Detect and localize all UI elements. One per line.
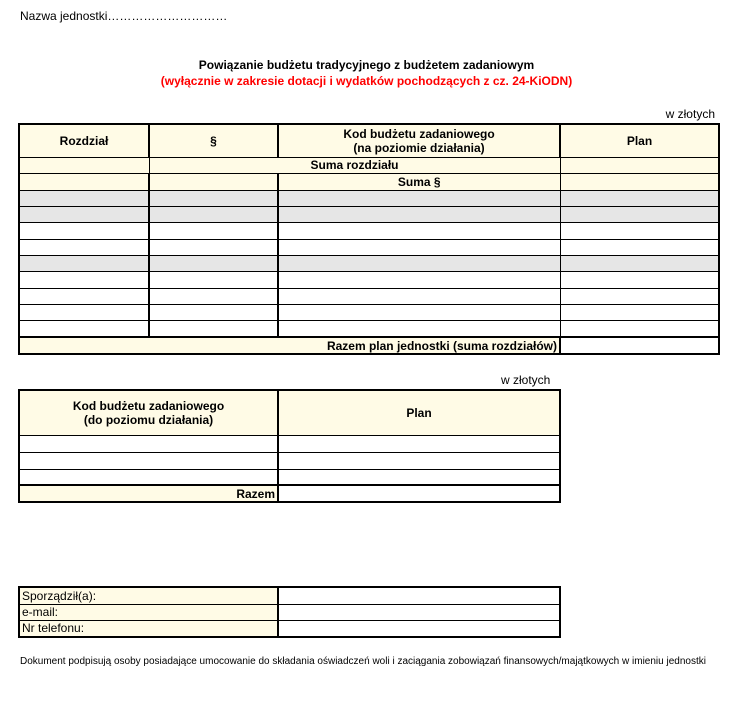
telefon-row (19, 620, 560, 637)
plan-cell[interactable] (278, 469, 560, 485)
kod-cell[interactable] (19, 435, 278, 452)
table-row (19, 304, 719, 320)
rozdzial-cell[interactable] (19, 320, 149, 337)
table-row (19, 206, 719, 222)
kod-cell[interactable] (19, 469, 278, 485)
rozdzial-cell[interactable] (19, 173, 149, 190)
table-row (19, 320, 719, 337)
col-header-kod (19, 390, 278, 435)
col-header-kod-line1: Kod budżetu zadaniowego (343, 126, 495, 141)
suma-rozdzialu-plan[interactable] (560, 157, 719, 173)
sporzadzil-field[interactable] (278, 587, 560, 604)
telefon-field[interactable] (278, 620, 560, 637)
suma-rozdzialu-label: Suma rozdziału (149, 157, 560, 173)
paragraf-cell[interactable] (149, 255, 278, 271)
kod-cell[interactable] (278, 320, 560, 337)
razem-plan[interactable] (278, 485, 560, 502)
task-budget-table (18, 389, 561, 503)
unit-name-field[interactable]: Nazwa jednostki………………………… (20, 9, 228, 23)
table-row (19, 222, 719, 239)
email-row (19, 604, 560, 620)
plan-cell[interactable] (560, 206, 719, 222)
table-row (19, 271, 719, 288)
table-row (19, 469, 560, 485)
table-header-row (19, 390, 560, 435)
col-header-rozdzial: Rozdział (19, 124, 149, 157)
rozdzial-cell[interactable] (19, 255, 149, 271)
kod-cell[interactable] (278, 206, 560, 222)
kod-cell[interactable] (278, 190, 560, 206)
page-subtitle: (wyłącznie w zakresie dotacji i wydatków pochodzących z cz. 24-KiODN) (160, 74, 573, 88)
suma-paragrafu-row (19, 173, 719, 190)
col-header-kod-line2: (na poziomie działania) (353, 140, 485, 155)
paragraf-cell[interactable] (149, 271, 278, 288)
prepared-by-table (18, 586, 561, 638)
kod-cell[interactable] (278, 222, 560, 239)
email-field[interactable] (278, 604, 560, 620)
unit-label-1: w złotych (665, 107, 715, 121)
suma-rozdzialu-row (19, 157, 719, 173)
col-header-paragraf: § (149, 124, 278, 157)
razem-row (19, 337, 719, 354)
unit-label-2: w złotych (501, 373, 551, 387)
rozdzial-cell[interactable] (19, 304, 149, 320)
email-label: e-mail: (19, 604, 278, 620)
rozdzial-cell[interactable] (19, 190, 149, 206)
paragraf-cell[interactable] (149, 173, 278, 190)
col-header-plan: Plan (560, 124, 719, 157)
paragraf-cell[interactable] (149, 304, 278, 320)
col-header-kod-line1: Kod budżetu zadaniowego (72, 398, 225, 413)
plan-cell[interactable] (560, 304, 719, 320)
rozdzial-cell[interactable] (19, 288, 149, 304)
plan-cell[interactable] (560, 239, 719, 255)
sporzadzil-label: Sporządził(a): (19, 587, 278, 604)
page-title: Powiązanie budżetu tradycyjnego z budżetem zadaniowym (198, 58, 535, 72)
kod-cell[interactable] (19, 452, 278, 469)
paragraf-cell[interactable] (149, 239, 278, 255)
rozdzial-cell[interactable] (19, 222, 149, 239)
signature-note: Dokument podpisują osoby posiadające umocowanie do składania oświadczeń woli i zaciągania zobowiązań finansowych/majątkowych w imieniu jednostki (20, 656, 706, 667)
table-header-row (19, 124, 719, 157)
paragraf-cell[interactable] (149, 222, 278, 239)
razem-row (19, 485, 560, 502)
kod-cell[interactable] (278, 239, 560, 255)
suma-paragrafu-label: Suma § (278, 173, 560, 190)
table-row (19, 288, 719, 304)
suma-paragrafu-plan[interactable] (560, 173, 719, 190)
plan-cell[interactable] (278, 452, 560, 469)
razem-label: Razem (19, 485, 278, 502)
rozdzial-cell[interactable] (19, 239, 149, 255)
telefon-label: Nr telefonu: (19, 620, 278, 637)
table-row (19, 435, 560, 452)
kod-cell[interactable] (278, 304, 560, 320)
razem-plan[interactable] (560, 337, 719, 354)
sporzadzil-row (19, 587, 560, 604)
plan-cell[interactable] (560, 222, 719, 239)
plan-cell[interactable] (560, 271, 719, 288)
plan-cell[interactable] (560, 190, 719, 206)
plan-cell[interactable] (560, 288, 719, 304)
paragraf-cell[interactable] (149, 288, 278, 304)
table-row (19, 190, 719, 206)
razem-label: Razem plan jednostki (suma rozdziałów) (19, 337, 560, 354)
plan-cell[interactable] (560, 255, 719, 271)
kod-cell[interactable] (278, 288, 560, 304)
table-row (19, 239, 719, 255)
paragraf-cell[interactable] (149, 190, 278, 206)
rozdzial-cell[interactable] (19, 206, 149, 222)
table-row (19, 452, 560, 469)
kod-cell[interactable] (278, 255, 560, 271)
rozdzial-cell[interactable] (19, 157, 149, 173)
col-header-kod (278, 124, 560, 157)
rozdzial-cell[interactable] (19, 271, 149, 288)
col-header-plan: Plan (278, 390, 560, 435)
plan-cell[interactable] (560, 320, 719, 337)
col-header-kod-line2: (do poziomu działania) (83, 412, 214, 427)
table-row (19, 255, 719, 271)
paragraf-cell[interactable] (149, 320, 278, 337)
budget-link-table (18, 123, 720, 355)
kod-cell[interactable] (278, 271, 560, 288)
plan-cell[interactable] (278, 435, 560, 452)
paragraf-cell[interactable] (149, 206, 278, 222)
